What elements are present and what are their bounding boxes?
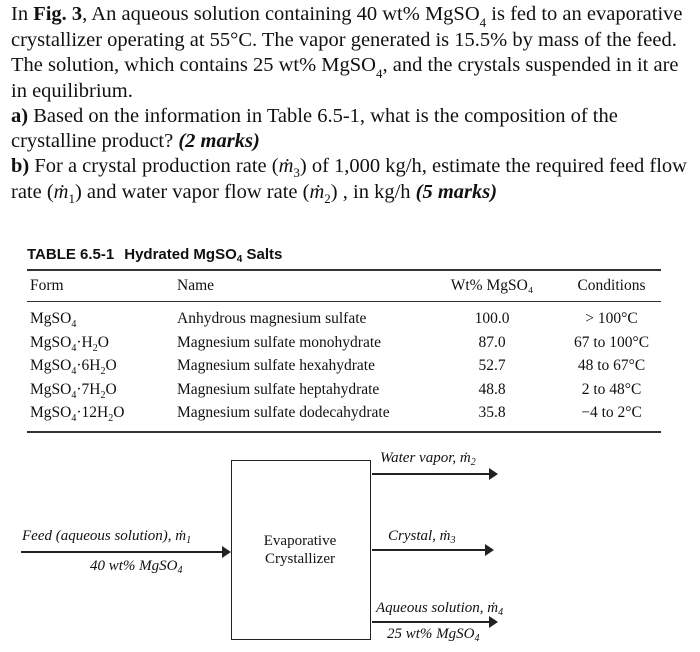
question-a: a) Based on the information in Table 6.5-1, what is the composition of the crystalline product? (2 marks) [11, 105, 618, 152]
cell-name: Anhydrous magnesium sulfate [177, 310, 367, 327]
problem-statement [11, 2, 693, 206]
aqueous-label: Aqueous solution, ṁ$_4$ [376, 600, 504, 618]
table-header: Form Name Wt% MgSO₄ Conditions [30, 277, 646, 294]
cell-name: Magnesium sulfate monohydrate [177, 333, 382, 351]
feed-label: Feed (aqueous solution), ṁ$_1$ [22, 528, 192, 546]
aqueous-composition: 25 wt% MgSO$_4$ [387, 626, 480, 644]
table-row [27, 307, 661, 331]
table-title: TABLE 6.5-1 Hydrated MgSO$_4$ Salts [27, 246, 283, 265]
cell-conditions: > 100°C [585, 310, 638, 327]
vapor-label: Water vapor, ṁ$_2$ [380, 450, 476, 468]
process-diagram [0, 440, 700, 652]
table-row [27, 354, 661, 378]
cell-wt: 52.7 [478, 357, 506, 374]
feed-arrow [21, 551, 229, 553]
question-b: b) For a crystal production rate (ṁ$_3$) of 1,000 kg/h, estimate the required feed flow rate (ṁ$_1$) and water vapor flow rate (ṁ$_2$) , in kg/h (5 marks) [11, 155, 687, 206]
crystal-arrow [372, 549, 492, 551]
cell-conditions: 48 to 67°C [577, 357, 646, 374]
cell-conditions: −4 to 2°C [581, 404, 642, 421]
fig-reference: Fig. 3 [33, 3, 83, 25]
crystal-label: Crystal, ṁ$_3$ [388, 528, 456, 546]
cell-form: MgSO$_4$ [30, 310, 77, 330]
hydrated-salts-table [27, 244, 661, 433]
cell-wt: 48.8 [478, 380, 506, 398]
cell-form: $MgSO_4\cdot 7H_2O$ [30, 380, 117, 401]
cell-form: $MgSO_4\cdot 12H_2O$ [30, 404, 125, 424]
cell-form: $MgSO_4\cdot 6H_2O$ [30, 357, 117, 377]
cell-conditions: 2 to 48°C [581, 380, 642, 398]
cell-name: Magnesium sulfate hexahydrate [177, 357, 375, 374]
cell-form: $MgSO_4\cdot H_2O$ [30, 333, 109, 354]
cell-wt: 100.0 [474, 310, 510, 327]
feed-composition: 40 wt% MgSO$_4$ [90, 558, 183, 576]
table-row [27, 331, 661, 355]
table-row [27, 378, 661, 402]
cell-name: Magnesium sulfate heptahydrate [177, 380, 380, 398]
crystallizer-label: Evaporative Crystallizer [263, 533, 337, 567]
cell-name: Magnesium sulfate dodecahydrate [177, 404, 390, 421]
problem-intro: In Fig. 3, An aqueous solution containing 40 wt% MgSO$_4$ is fed to an evaporative crystallizer operating at 55°C. The vapor generated is 15.5% by mass of the feed. The solution, which contains 25 wt% MgSO$_4$, and the crystals suspended in it are in equilibrium. [11, 3, 683, 102]
cell-wt: 35.8 [478, 404, 506, 421]
table-body [27, 302, 661, 431]
vapor-arrow [372, 473, 496, 475]
table-row [27, 401, 661, 425]
cell-conditions: 67 to 100°C [573, 333, 650, 351]
cell-wt: 87.0 [478, 333, 506, 351]
aqueous-arrow [372, 621, 496, 623]
